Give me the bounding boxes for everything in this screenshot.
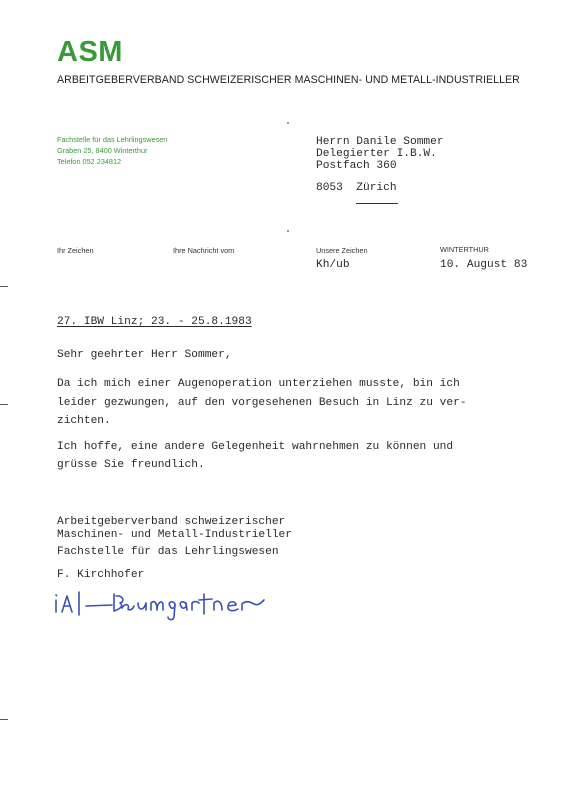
sender-address: Graben 25, 8400 Winterthur [57,146,148,155]
window-mark-bottom [287,230,289,232]
recipient-city: 8053 Zürich [316,182,397,194]
letter-date: 10. August 83 [440,259,528,271]
closing-line-3: Fachstelle für das Lehrlingswesen [57,546,279,558]
our-sign-label: Unsere Zeichen [316,246,368,255]
paragraph-2-line-1: Ich hoffe, eine andere Gelegenheit wahrnehmen zu können und [57,441,454,453]
closing-line-1: Arbeitgeberverband schweizerischer [57,516,286,528]
recipient-title: Delegierter I.B.W. [316,148,437,160]
fold-mark-top [0,286,8,287]
sender-phone: Telefon 052 234812 [57,157,122,166]
closing-line-2: Maschinen- und Metall-Industrieller [57,529,292,541]
paragraph-1-line-2: leider gezwungen, auf den vorgesehenen Besuch in Linz zu ver- [57,397,467,409]
letter-subject: 27. IBW Linz; 23. - 25.8.1983 [57,316,252,328]
your-message-label: Ihre Nachricht vom [173,246,235,255]
paragraph-2-line-2: grüsse Sie freundlich. [57,459,205,471]
paragraph-1-line-3: zichten. [57,415,111,427]
department-name: Fachstelle für das Lehrlingswesen [57,135,168,144]
city-underline [356,203,398,204]
letter-salutation: Sehr geehrter Herr Sommer, [57,349,232,361]
fold-mark-bottom [0,719,8,720]
handwritten-signature [50,584,310,624]
recipient-pobox: Postfach 360 [316,160,397,172]
window-mark-top [287,122,289,124]
our-sign-value: Kh/ub [316,259,350,271]
recipient-name: Herrn Danile Sommer [316,136,444,148]
company-logo: ASM [57,36,123,68]
signer-name: F. Kirchhofer [57,569,145,581]
place-label: WINTERTHUR [440,245,489,254]
punch-mark [0,404,8,405]
your-sign-label: Ihr Zeichen [57,246,94,255]
paragraph-1-line-1: Da ich mich einer Augenoperation unterziehen musste, bin ich [57,378,460,390]
organization-name: ARBEITGEBERVERBAND SCHWEIZERISCHER MASCHINEN- UND METALL-INDUSTRIELLER [57,74,520,86]
